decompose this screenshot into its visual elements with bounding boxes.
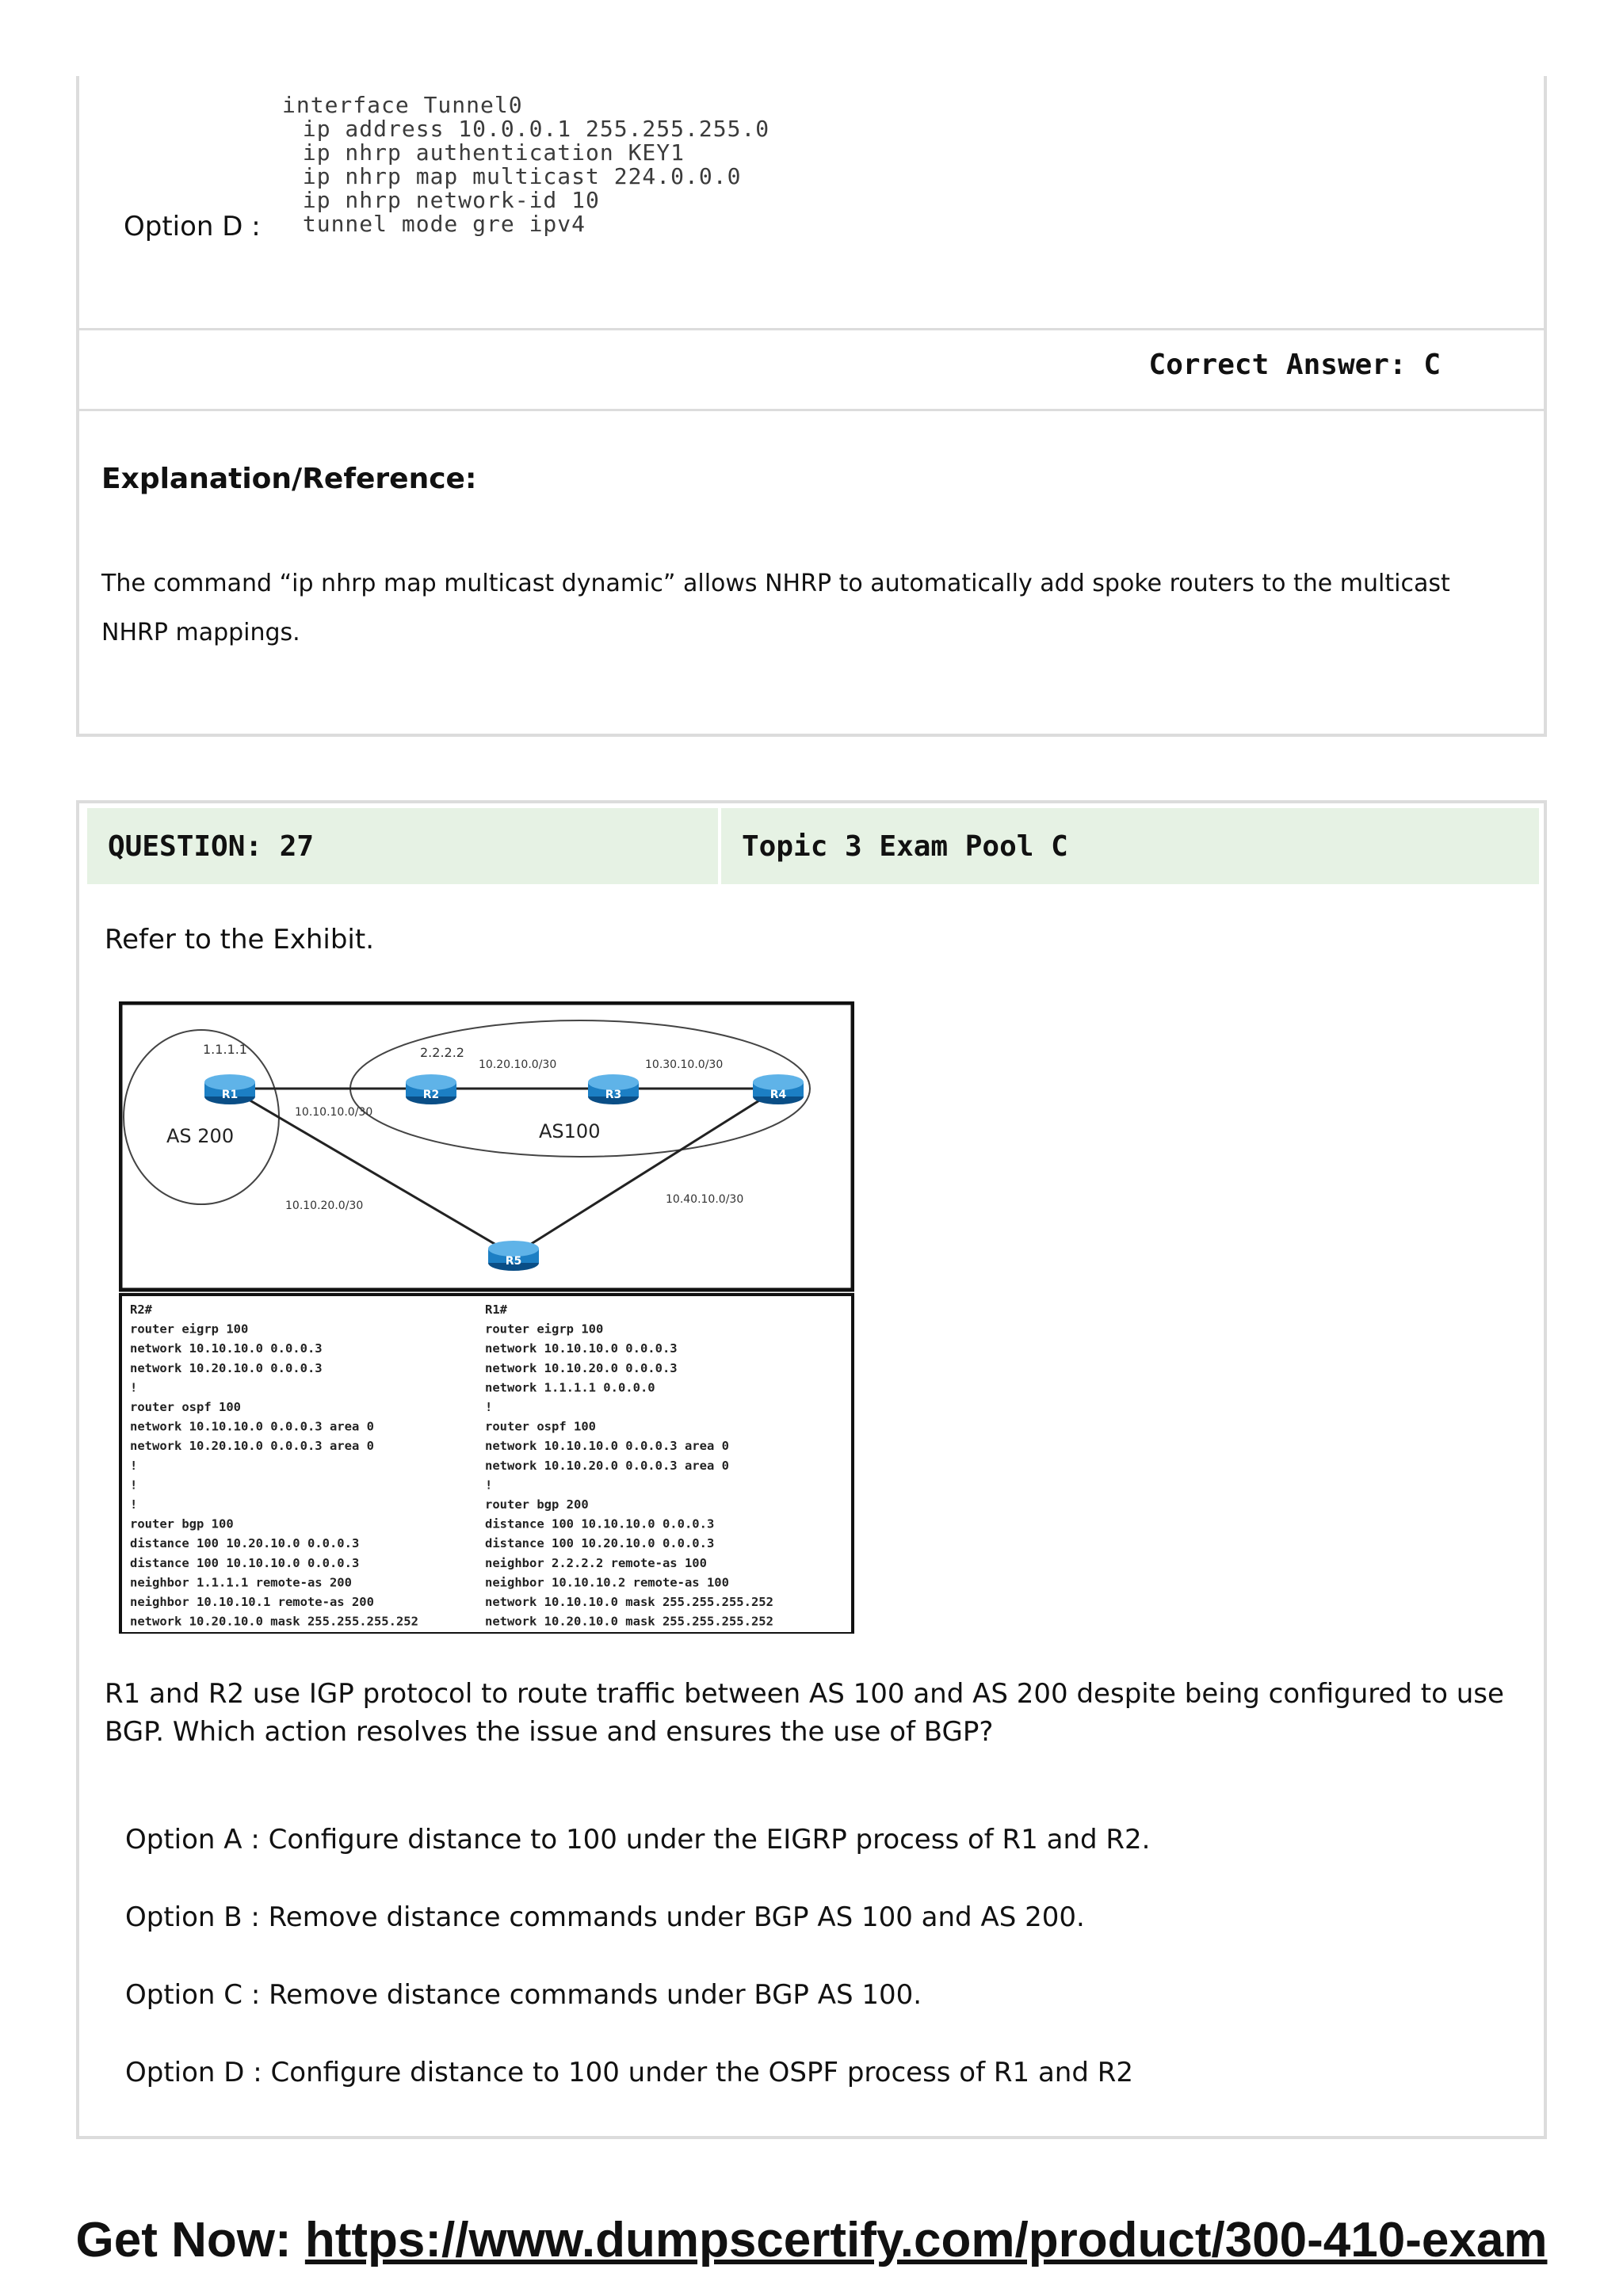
config-line: network 1.1.1.1 0.0.0.0 <box>485 1380 655 1395</box>
config-line: network 10.20.10.0 mask 255.255.255.252 <box>485 1614 773 1629</box>
config-line: network 10.10.10.0 0.0.0.3 <box>130 1341 323 1356</box>
explanation-heading: Explanation/Reference: <box>101 463 477 495</box>
as200-label: AS 200 <box>166 1125 235 1147</box>
link-r1-r2-label: 10.10.10.0/30 <box>295 1106 373 1119</box>
link-r1-r5-label: 10.10.20.0/30 <box>285 1199 364 1212</box>
option-d-row <box>79 76 1544 330</box>
router-r2-label: R2 <box>422 1089 440 1101</box>
question-header <box>87 808 1539 884</box>
r2-router-id: 2.2.2.2 <box>420 1045 464 1060</box>
link-r4-r5-label: 10.40.10.0/30 <box>666 1193 744 1206</box>
config-line: distance 100 10.20.10.0 0.0.0.3 <box>485 1536 715 1551</box>
config-line: network 10.20.10.0 mask 255.255.255.252 <box>130 1614 418 1629</box>
router-r1-label: R1 <box>221 1089 239 1101</box>
router-r5 <box>488 1241 539 1271</box>
router-r3 <box>588 1074 639 1104</box>
config-line: network 10.10.20.0 0.0.0.3 area 0 <box>485 1458 729 1473</box>
option-d[interactable]: Option D : Configure distance to 100 under the OSPF process of R1 and R2 <box>125 2057 1133 2088</box>
question-topic: Topic 3 Exam Pool C <box>721 808 1539 884</box>
router-r1 <box>204 1074 255 1104</box>
config-line: R2# <box>130 1302 152 1317</box>
config-line: neighbor 10.10.10.1 remote-as 200 <box>130 1595 374 1609</box>
r1-router-id: 1.1.1.1 <box>203 1042 247 1057</box>
config-line: neighbor 2.2.2.2 remote-as 100 <box>485 1555 707 1570</box>
link-r2-r3-label: 10.20.10.0/30 <box>479 1058 557 1071</box>
code-line: ip address 10.0.0.1 255.255.255.0 <box>288 116 770 142</box>
config-line: router bgp 100 <box>130 1516 234 1531</box>
question-intro: Refer to the Exhibit. <box>105 924 374 955</box>
question-text: R1 and R2 use IGP protocol to route traffic between AS 100 and AS 200 despite being configured to use BGP. Which action resolves the issue and ensures the use of BGP? <box>105 1678 1504 1748</box>
code-line: ip nhrp network-id 10 <box>288 187 600 213</box>
config-line: distance 100 10.10.10.0 0.0.0.3 <box>130 1555 360 1570</box>
router-r5-label: R5 <box>505 1255 522 1268</box>
previous-question-card <box>76 76 1547 737</box>
config-line: neighbor 1.1.1.1 remote-as 200 <box>130 1575 352 1590</box>
config-line: router eigrp 100 <box>130 1322 249 1337</box>
config-line: router ospf 100 <box>130 1400 241 1414</box>
config-line: ! <box>485 1478 493 1493</box>
link-r3-r4-label: 10.30.10.0/30 <box>645 1058 724 1071</box>
config-line: network 10.10.20.0 0.0.0.3 <box>485 1360 678 1375</box>
config-line: ! <box>485 1400 493 1414</box>
config-line: ! <box>130 1497 138 1512</box>
explanation-text: The command “ip nhrp map multicast dynamic” allows NHRP to automatically add spoke routers to the multicast NHRP mappings. <box>101 570 1450 646</box>
code-line: ip nhrp authentication KEY1 <box>288 139 685 166</box>
router-r3-label: R3 <box>605 1089 622 1101</box>
config-line: network 10.20.10.0 0.0.0.3 <box>130 1360 323 1375</box>
option-c[interactable]: Option C : Remove distance commands under BGP AS 100. <box>125 1979 922 2011</box>
config-line: neighbor 10.10.10.2 remote-as 100 <box>485 1575 729 1590</box>
correct-answer: Correct Answer: C <box>1148 349 1441 381</box>
exhibit-diagram <box>119 1001 854 1634</box>
code-line: interface Tunnel0 <box>282 92 523 118</box>
as100-label: AS100 <box>539 1120 601 1142</box>
footer-banner <box>0 2212 1623 2268</box>
config-line: R1# <box>485 1302 507 1317</box>
config-line: distance 100 10.10.10.0 0.0.0.3 <box>485 1516 715 1531</box>
config-line: network 10.10.10.0 0.0.0.3 area 0 <box>485 1439 729 1454</box>
config-line: network 10.10.10.0 0.0.0.3 <box>485 1341 678 1356</box>
config-line: ! <box>130 1478 138 1493</box>
config-line: distance 100 10.20.10.0 0.0.0.3 <box>130 1536 360 1551</box>
footer-prefix: Get Now: <box>75 2213 305 2267</box>
option-a[interactable]: Option A : Configure distance to 100 under the EIGRP process of R1 and R2. <box>125 1824 1151 1855</box>
config-line: router bgp 200 <box>485 1497 589 1512</box>
router-r2 <box>406 1074 456 1104</box>
config-line: router ospf 100 <box>485 1419 596 1434</box>
router-r4 <box>753 1074 804 1104</box>
config-line: network 10.10.10.0 0.0.0.3 area 0 <box>130 1419 374 1434</box>
router-r4-label: R4 <box>769 1089 787 1101</box>
config-line: ! <box>130 1380 138 1395</box>
config-line: network 10.20.10.0 0.0.0.3 area 0 <box>130 1439 374 1454</box>
code-line: tunnel mode gre ipv4 <box>288 211 586 237</box>
config-line: network 10.10.10.0 mask 255.255.255.252 <box>485 1595 773 1609</box>
config-line: router eigrp 100 <box>485 1322 604 1337</box>
option-d-label: Option D : <box>124 211 261 242</box>
question-number: QUESTION: 27 <box>87 808 718 884</box>
option-d-code-image <box>282 92 770 242</box>
code-line: ip nhrp map multicast 224.0.0.0 <box>288 163 742 189</box>
config-line: ! <box>130 1458 138 1473</box>
question-card <box>76 800 1547 2139</box>
option-b[interactable]: Option B : Remove distance commands under BGP AS 100 and AS 200. <box>125 1901 1085 1933</box>
footer-link[interactable]: https://www.dumpscertify.com/product/300-410-exam <box>304 2213 1548 2267</box>
